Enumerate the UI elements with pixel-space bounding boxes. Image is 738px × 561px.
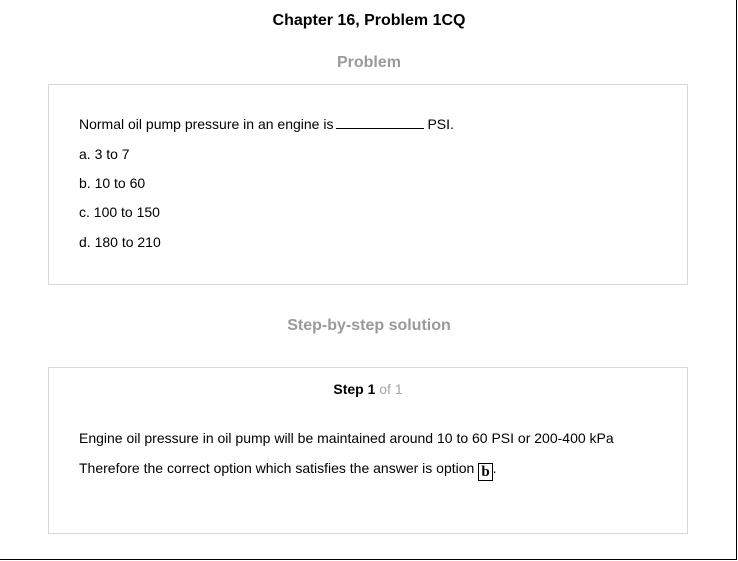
solution-line-2-text: Therefore the correct option which satisfies the answer is option [79,460,475,476]
step-count: of 1 [379,381,403,397]
step-header [49,381,687,397]
solution-heading: Step-by-step solution [287,317,451,334]
step-label: Step 1 [333,381,376,397]
problem-box [48,84,688,285]
question-text [79,116,454,132]
option-b: b. 10 to 60 [79,175,146,191]
page-title: Chapter 16, Problem 1CQ [272,12,466,29]
option-a: a. 3 to 7 [79,146,130,162]
option-d: d. 180 to 210 [79,234,161,250]
problem-heading: Problem [336,54,401,71]
solution-line-2 [79,460,497,481]
option-c: c. 100 to 150 [79,204,160,220]
answer-box: b [478,463,492,481]
solution-line-1: Engine oil pressure in oil pump will be maintained around 10 to 60 PSI or 200-400 kPa [79,430,614,446]
question-before: Normal oil pump pressure in an engine is [79,116,334,132]
solution-box [48,367,688,534]
question-after: PSI. [427,116,454,132]
solution-line-2-suffix: . [492,460,497,476]
answer-blank [336,116,424,129]
